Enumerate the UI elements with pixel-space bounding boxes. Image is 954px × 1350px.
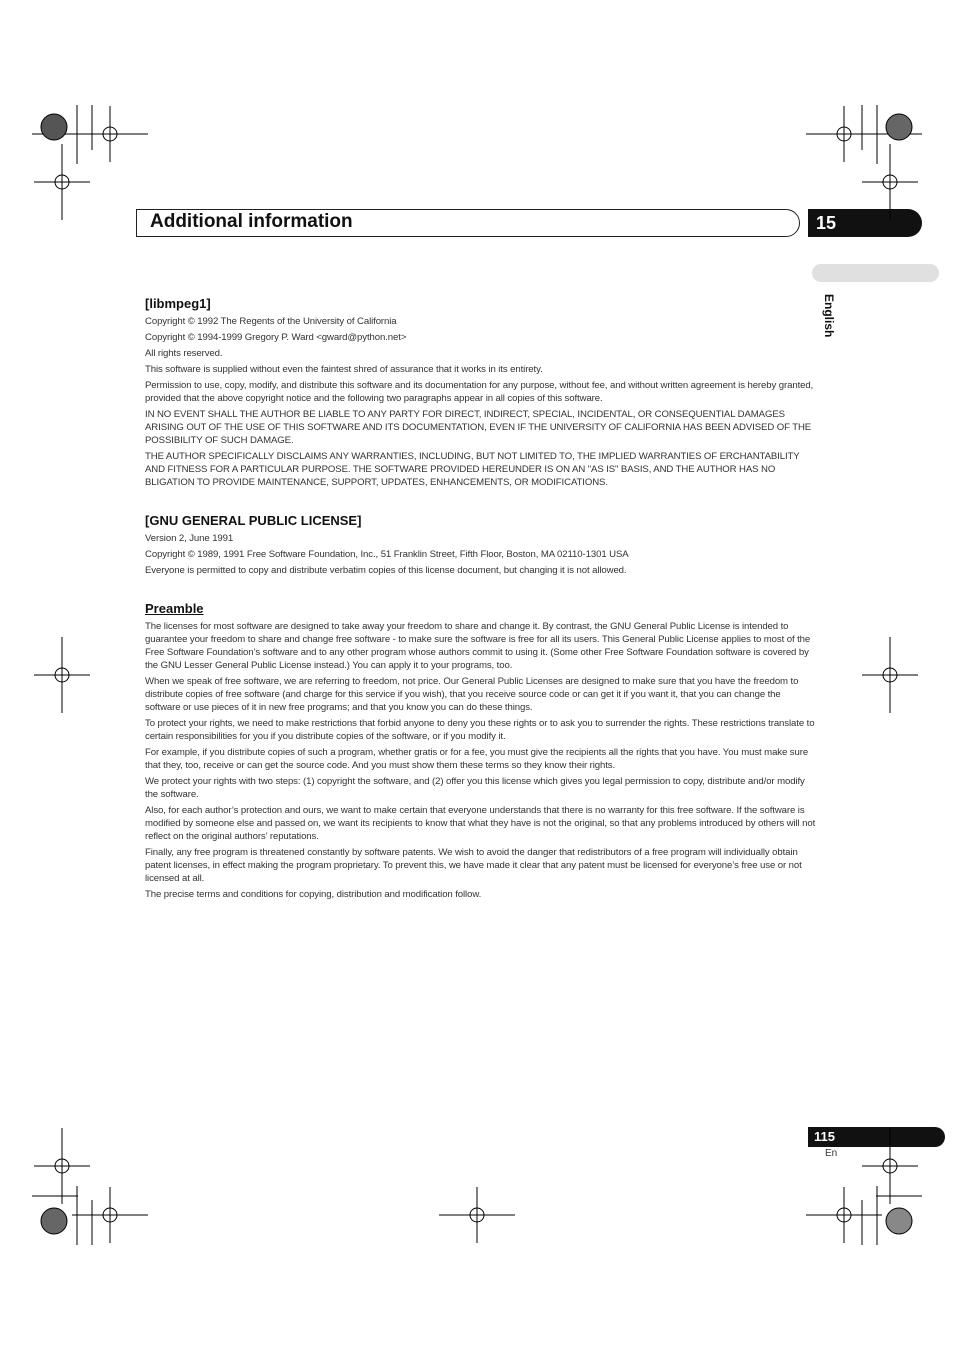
- language-label: English: [822, 294, 836, 338]
- paragraph: For example, if you distribute copies of such a program, whether gratis or for a fee, you must give the recipients all the rights that you have. You must make sure that they, too, receive or can get the source code. And you must show them these terms so they know their rights.: [145, 747, 809, 771]
- paragraph: Also, for each author’s protection and ours, we want to make certain that everyone understands that there is no warranty for this free software. If the software is modified by someone else and passed on, we want its recipients to know that what they have is not the original, so that any problems introduced by others will not reflect on the original authors’ reputations.: [145, 805, 816, 842]
- section-title: Additional information: [150, 211, 353, 232]
- paragraph: To protect your rights, we need to make restrictions that forbid anyone to deny you these rights or to ask you to surrender the rights. These restrictions translate to certain responsibilities for you if you distribute copies of the software, or if you modify it.: [145, 718, 815, 742]
- crosshair-icons: [34, 106, 918, 1243]
- paragraph: Everyone is permitted to copy and distribute verbatim copies of this license document, but changing it is not allowed.: [145, 565, 627, 576]
- paragraph: We protect your rights with two steps: (1) copyright the software, and (2) offer you this license which gives you legal permission to copy, distribute and/or modify the software.: [145, 776, 805, 800]
- paragraph: Copyright © 1989, 1991 Free Software Foundation, Inc., 51 Franklin Street, Fifth Floor, Boston, MA 02110-1301 USA: [145, 549, 629, 560]
- paragraph: Permission to use, copy, modify, and distribute this software and its documentation for any purpose, without fee, and without written agreement is hereby granted, provided that the above copyright notice and the following two paragraphs appear in all copies of this software.: [145, 380, 814, 404]
- paragraph: When we speak of free software, we are referring to freedom, not price. Our General Public Licenses are designed to make sure that you have the freedom to distribute copies of free software (and charge for this service if you wish), that you receive source code or can get it if you want it, that you can change the software or use pieces of it in new free programs; and that you know you can do these things.: [145, 676, 799, 713]
- paragraph: IN NO EVENT SHALL THE AUTHOR BE LIABLE TO ANY PARTY FOR DIRECT, INDIRECT, SPECIAL, INCIDENTAL, OR CONSEQUENTIAL DAMAGES ARISING OUT OF THE USE OF THIS SOFTWARE AND ITS DOCUMENTATION, EVEN IF THE UNIVERSITY OF CALIFORNIA HAS BEEN ADVISED OF THE POSSIBILITY OF SUCH DAMAGE.: [145, 409, 812, 446]
- paragraph: Copyright © 1994-1999 Gregory P. Ward <gward@python.net>: [145, 332, 407, 343]
- chapter-number: 15: [808, 209, 922, 237]
- paragraph: THE AUTHOR SPECIFICALLY DISCLAIMS ANY WARRANTIES, INCLUDING, BUT NOT LIMITED TO, THE IMPLIED WARRANTIES OF ERCHANTABILITY AND FITNESS FOR A PARTICULAR PURPOSE. THE SOFTWARE PROVIDED HEREUNDER IS ON AN "AS IS" BASIS, AND THE AUTHOR HAS NO BLIGATION TO PROVIDE MAINTENANCE, SUPPORT, UPDATES, ENHANCEMENTS, OR MODIFICATIONS.: [145, 451, 800, 488]
- paragraph: All rights reserved.: [145, 348, 223, 359]
- paragraph: Version 2, June 1991: [145, 533, 234, 544]
- color-target-icons: [41, 114, 912, 1234]
- preamble-heading: Preamble: [145, 601, 204, 616]
- paragraph: The licenses for most software are designed to take away your freedom to share and change it. By contrast, the GNU General Public License is intended to guarantee your freedom to share and change free software - to make sure the software is free for all its users. This General Public License applies to most of the Free Software Foundation’s software and to any other program whose authors commit to using it. (Some other Free Software Foundation software is covered by the GNU Lesser General Public License instead.) You can apply it to your programs, too.: [145, 621, 811, 671]
- page-number: 115: [808, 1127, 945, 1147]
- libmpeg-heading: [libmpeg1]: [145, 296, 211, 311]
- paragraph: Copyright © 1992 The Regents of the University of California: [145, 316, 397, 327]
- paragraph: This software is supplied without even the faintest shred of assurance that it works in its entirety.: [145, 364, 543, 375]
- paragraph: Finally, any free program is threatened constantly by software patents. We wish to avoid the danger that redistributors of a free program will individually obtain patent licenses, in effect making the program proprietary. To prevent this, we have made it clear that any patent must be licensed for everyone’s free use or not licensed at all.: [145, 847, 802, 884]
- paragraph: The precise terms and conditions for copying, distribution and modification follow.: [145, 889, 482, 900]
- gpl-heading: [GNU GENERAL PUBLIC LICENSE]: [145, 513, 362, 528]
- language-code: En: [825, 1148, 838, 1159]
